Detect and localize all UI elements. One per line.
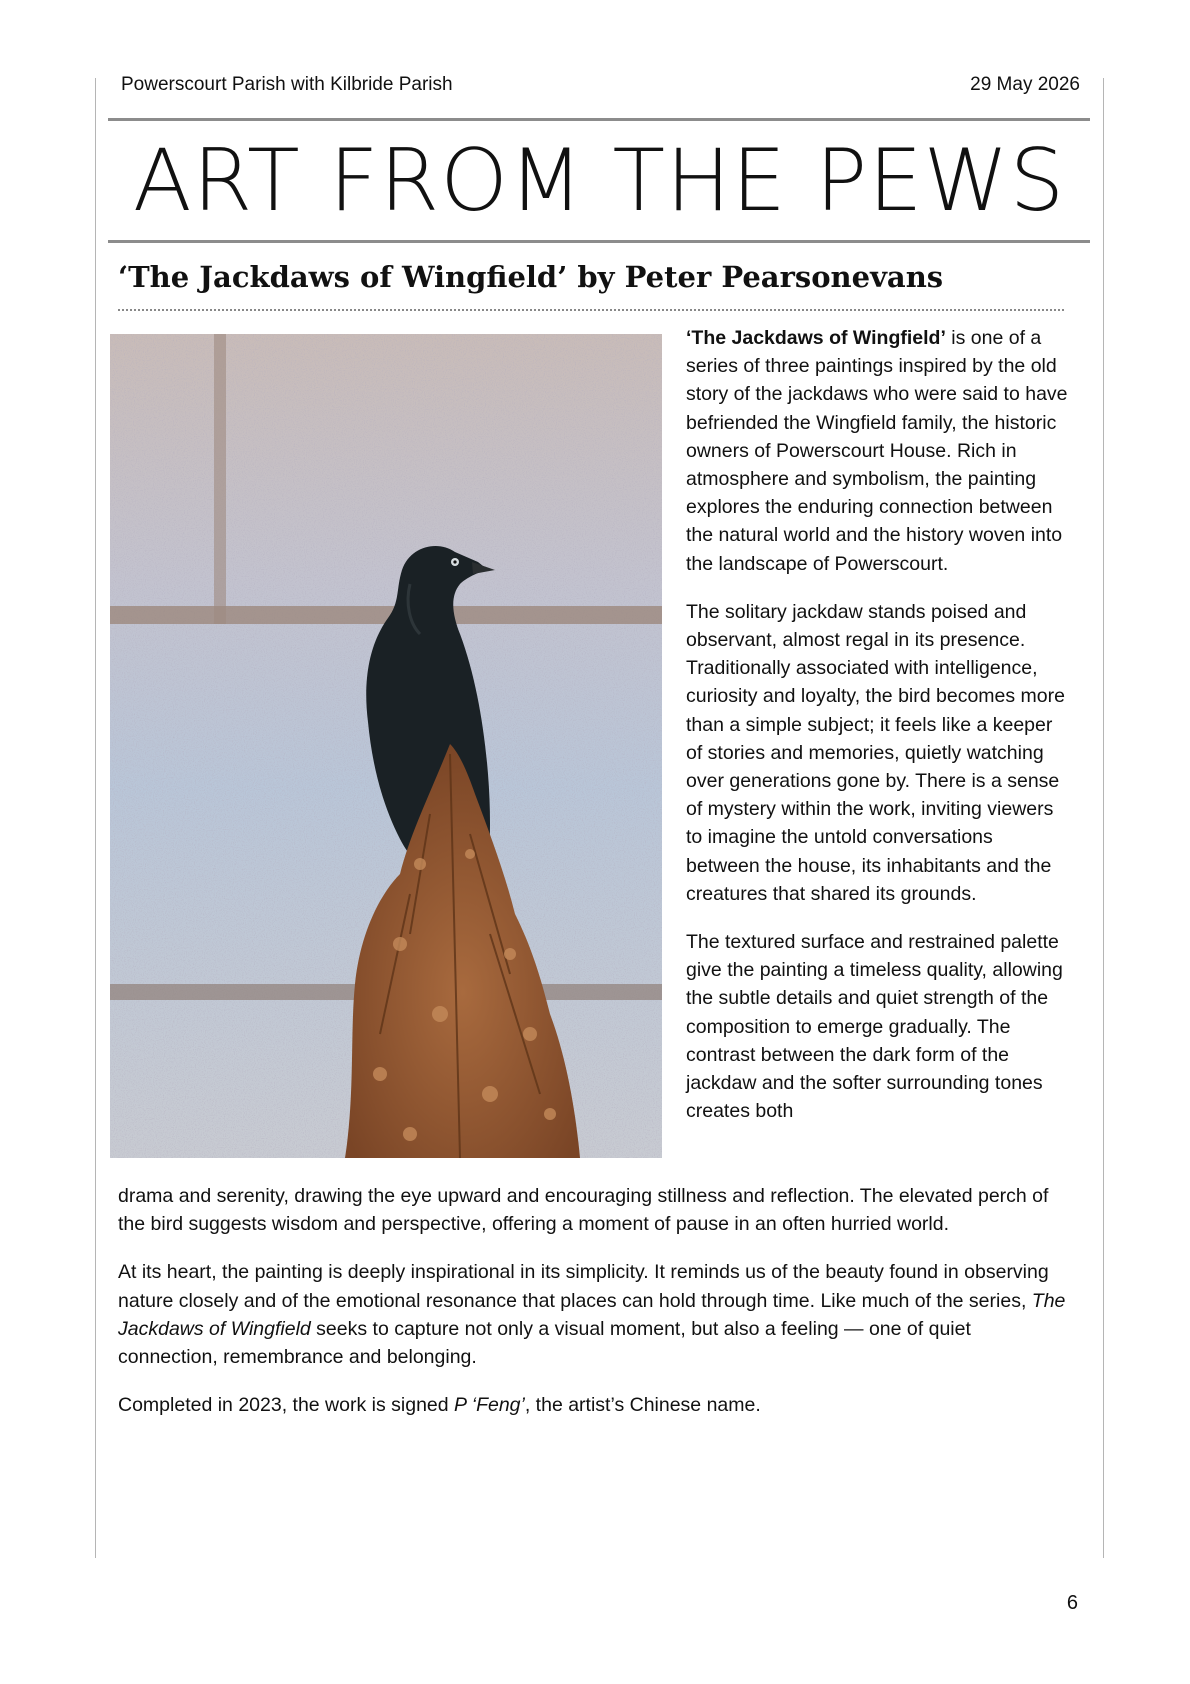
page-frame-left bbox=[95, 78, 96, 1558]
masthead-rule-top bbox=[108, 118, 1090, 121]
title-divider bbox=[118, 309, 1064, 311]
paragraph-5-text-a: Completed in 2023, the work is signed bbox=[118, 1394, 455, 1417]
masthead-title bbox=[108, 131, 1090, 231]
paragraph-4-text-b: seeks to capture not only a visual moment, but also a feeling — one of quiet connection, remembrance and belonging. bbox=[118, 1317, 971, 1369]
paragraph-5-text-b: , the artist’s Chinese name. bbox=[524, 1394, 761, 1417]
paragraph-4-text-a: At its heart, the painting is deeply inspirational in its simplicity. It reminds us of the beauty found in observing nature closely and of the emotional resonance that places can hold through time. Like much of the series, bbox=[118, 1261, 1049, 1312]
issue-date: 29 May 2026 bbox=[970, 74, 1080, 95]
paragraph-1 bbox=[686, 324, 1071, 578]
article-column-right bbox=[686, 324, 1071, 1125]
masthead-rule-bottom bbox=[108, 240, 1090, 243]
masthead-text: ART FROM THE PEWS bbox=[132, 131, 1066, 231]
page-frame-right bbox=[1103, 78, 1104, 1558]
paragraph-4-italic-title: The Jackdaws of Wingfield bbox=[118, 1289, 1066, 1340]
painting-image-jackdaw bbox=[110, 334, 662, 1158]
paragraph-5 bbox=[118, 1391, 1073, 1419]
paragraph-5-signature: P ‘Feng’ bbox=[454, 1394, 525, 1417]
article-title: ‘The Jackdaws of Wingfield’ by Peter Pearsonevans bbox=[118, 260, 944, 294]
paragraph-2: The solitary jackdaw stands poised and observant, almost regal in its presence. Traditionally associated with intelligence, curiosity and loyalty, the bird becomes more than a simple subject; it feels like a keeper of stories and memories, quietly watching over generations gone by. There is a sense of mystery within the work, inviting viewers to imagine the untold conversations between the house, its inhabitants and the creatures that shared its grounds. bbox=[686, 600, 1065, 905]
parish-name: Powerscourt Parish with Kilbride Parish bbox=[121, 74, 453, 95]
article-full-width bbox=[118, 1182, 1073, 1419]
paragraph-3-column: The textured surface and restrained palette give the painting a timeless quality, allowing the subtle details and quiet strength of the composition to emerge gradually. The contrast between the dark form of the jackdaw and the softer surrounding tones creates both bbox=[686, 931, 1063, 1123]
paragraph-4 bbox=[118, 1258, 1073, 1371]
page-number: 6 bbox=[1066, 1592, 1078, 1614]
paragraph-1-title: ‘The Jackdaws of Wingfield’ bbox=[686, 327, 946, 349]
paragraph-3-continued: drama and serenity, drawing the eye upward and encouraging stillness and reflection. The elevated perch of the bird suggests wisdom and perspective, offering a moment of pause in an often hurried world. bbox=[118, 1185, 1049, 1236]
paragraph-1-text: is one of a series of three paintings inspired by the old story of the jackdaws who were said to have befriended the Wingfield family, the historic owners of Powerscourt House. Rich in atmosphere and symbolism, the painting explores the enduring connection between the natural world and the history woven into the landscape of Powerscourt. bbox=[686, 327, 1068, 575]
